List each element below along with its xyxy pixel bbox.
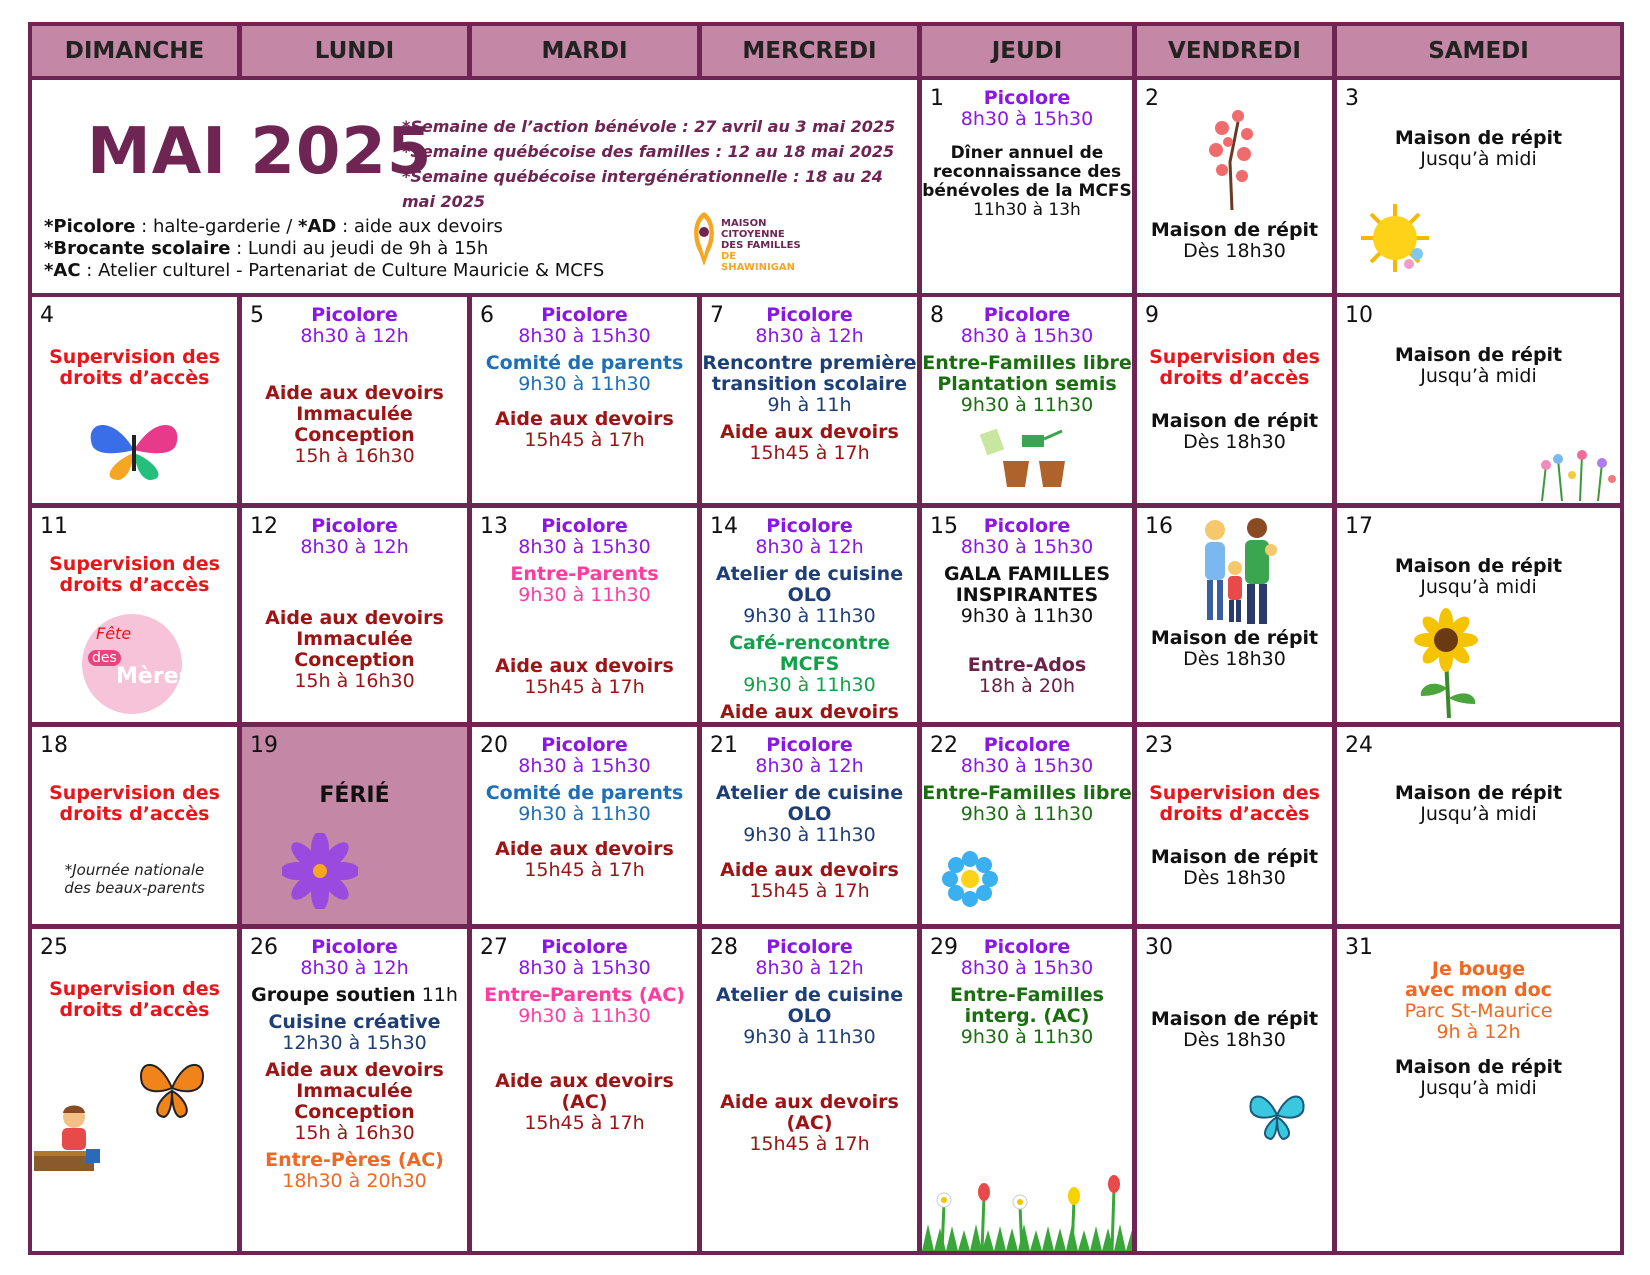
day-cell-25: 25 Supervision des droits d’accès: [32, 929, 237, 1251]
header-sunday: DIMANCHE: [32, 26, 237, 76]
day-cell-29: 29 Picolore 8h30 à 15h30 Entre-Familles interg. (AC) 9h30 à 11h30: [922, 929, 1132, 1251]
header-wednesday: MERCREDI: [702, 26, 917, 76]
day-number: 4: [40, 303, 54, 328]
day-cell-17: 17 Maison de répit Jusqu’à midi: [1337, 508, 1620, 722]
day-cell-22: 22 Picolore 8h30 à 15h30 Entre-Familles libre 9h30 à 11h30: [922, 727, 1132, 924]
header-saturday: SAMEDI: [1337, 26, 1620, 76]
day-number: 27: [480, 935, 508, 960]
header-tuesday: MARDI: [472, 26, 697, 76]
day-number: 25: [40, 935, 68, 960]
day-number: 18: [40, 733, 68, 758]
day-number: 14: [710, 514, 738, 539]
day-number: 9: [1145, 303, 1159, 328]
day-number: 24: [1345, 733, 1373, 758]
week-note: *Semaine de l’action bénévole : 27 avril au 3 mai 2025: [402, 117, 896, 136]
day-cell-16: 16 Maison de répit Dès 18h30: [1137, 508, 1332, 722]
day-number: 10: [1345, 303, 1373, 328]
legend-line: *Picolore : halte-garderie / *AD : aide aux devoirs: [44, 216, 503, 237]
child-gardening-icon: [34, 1103, 104, 1175]
day-cell-18: 18 Supervision des droits d’accès *Journée nationale des beaux-parents: [32, 727, 237, 924]
day-number: 3: [1345, 86, 1359, 111]
month-title: MAI 2025: [87, 115, 433, 189]
tulips-grass-icon: [922, 1174, 1132, 1251]
day-number: 26: [250, 935, 278, 960]
day-number: 15: [930, 514, 958, 539]
day-number: 30: [1145, 935, 1173, 960]
day-number: 2: [1145, 86, 1159, 111]
blue-flower-icon: [942, 851, 998, 907]
day-cell-13: 13 Picolore 8h30 à 15h30 Entre-Parents 9h30 à 11h30 Aide aux devoirs 15h45 à 17h: [472, 508, 697, 722]
day-number: 23: [1145, 733, 1173, 758]
legend: [44, 216, 604, 282]
blue-butterfly-icon: [1247, 1089, 1307, 1141]
day-number: 12: [250, 514, 278, 539]
day-cell-5: 5 Picolore 8h30 à 12h Aide aux devoirs Immaculée Conception 15h à 16h30: [242, 297, 467, 503]
day-cell-31: 31 Je bouge avec mon doc Parc St-Maurice 9h à 12h Maison de répit Jusqu’à midi: [1337, 929, 1620, 1251]
day-cell-21: 21 Picolore 8h30 à 12h Atelier de cuisine OLO 9h30 à 11h30 Aide aux devoirs 15h45 à 17h: [702, 727, 917, 924]
day-cell-28: 28 Picolore 8h30 à 12h Atelier de cuisine OLO 9h30 à 11h30 Aide aux devoirs (AC) 15h45 à 17h: [702, 929, 917, 1251]
day-number: 28: [710, 935, 738, 960]
calendar-grid: [28, 22, 1624, 1255]
day-number: 19: [250, 733, 278, 758]
day-number: 16: [1145, 514, 1173, 539]
day-number: 1: [930, 86, 944, 111]
day-cell-26: 26 Picolore 8h30 à 12h Groupe soutien 11h Cuisine créative 12h30 à 15h30 Aide aux devoirs Immaculée Conception 15h à 16h30 Entre-Pères (AC) 18h30 à 20h30: [242, 929, 467, 1251]
day-number: 22: [930, 733, 958, 758]
butterfly-icon: [84, 415, 184, 485]
special-weeks: [402, 114, 917, 214]
wildflowers-icon: [1532, 445, 1618, 501]
day-cell-3: 3 Maison de répit Jusqu’à midi: [1337, 80, 1620, 293]
day-cell-4: 4 Supervision des droits d’accès: [32, 297, 237, 503]
day-cell-12: 12 Picolore 8h30 à 12h Aide aux devoirs Immaculée Conception 15h à 16h30: [242, 508, 467, 722]
day-number: 31: [1345, 935, 1373, 960]
header-thursday: JEUDI: [922, 26, 1132, 76]
day-number: 20: [480, 733, 508, 758]
day-cell-19: 19 FÉRIÉ: [242, 727, 467, 924]
mothers-day-badge: Fête des Mères: [82, 614, 182, 714]
family-icon: [1185, 516, 1285, 626]
week-note: *Semaine québécoise intergénérationnelle : 18 au 24 mai 2025: [402, 167, 883, 211]
day-cell-11: 11 Supervision des droits d’accès Fête des Mères: [32, 508, 237, 722]
header-friday: VENDREDI: [1137, 26, 1332, 76]
legend-line: *Brocante scolaire : Lundi au jeudi de 9h à 15h: [44, 238, 489, 259]
day-number: 21: [710, 733, 738, 758]
day-cell-6: 6 Picolore 8h30 à 15h30 Comité de parents 9h30 à 11h30 Aide aux devoirs 15h45 à 17h: [472, 297, 697, 503]
header-monday: LUNDI: [242, 26, 467, 76]
legend-line: *AC : Atelier culturel - Partenariat de Culture Mauricie & MCFS: [44, 260, 605, 281]
day-cell-9: 9 Supervision des droits d’accès Maison de répit Dès 18h30: [1137, 297, 1332, 503]
seed-planting-icon: [977, 425, 1077, 489]
month-header-panel: [32, 80, 917, 293]
day-cell-27: 27 Picolore 8h30 à 15h30 Entre-Parents (AC) 9h30 à 11h30 Aide aux devoirs (AC) 15h45 à 17h: [472, 929, 697, 1251]
week-note: *Semaine québécoise des familles : 12 au 18 mai 2025: [402, 142, 895, 161]
day-cell-1: 1 Picolore 8h30 à 15h30 Dîner annuel de reconnaissance des bénévoles de la MCFS 11h30 à 13h: [922, 80, 1132, 293]
day-cell-8: 8 Picolore 8h30 à 15h30 Entre-Familles libre Plantation semis 9h30 à 11h30: [922, 297, 1132, 503]
day-number: 11: [40, 514, 68, 539]
day-number: 29: [930, 935, 958, 960]
monarch-butterfly-icon: [136, 1053, 208, 1123]
day-cell-7: 7 Picolore 8h30 à 12h Rencontre première transition scolaire 9h à 11h Aide aux devoirs 15h45 à 17h: [702, 297, 917, 503]
day-cell-23: 23 Supervision des droits d’accès Maison de répit Dès 18h30: [1137, 727, 1332, 924]
day-cell-30: 30 Maison de répit Dès 18h30: [1137, 929, 1332, 1251]
day-cell-14: 14 Picolore 8h30 à 12h Atelier de cuisine OLO 9h30 à 11h30 Café-rencontre MCFS 9h30 à 11h30 Aide aux devoirs: [702, 508, 917, 722]
day-number: 13: [480, 514, 508, 539]
mcfs-logo: MAISON CITOYENNE DES FAMILLES DE SHAWINIGAN: [689, 208, 809, 274]
sun-icon: [1359, 202, 1431, 274]
day-number: 17: [1345, 514, 1373, 539]
day-cell-15: 15 Picolore 8h30 à 15h30 GALA FAMILLES INSPIRANTES 9h30 à 11h30 Entre-Ados 18h à 20h: [922, 508, 1132, 722]
day-cell-24: 24 Maison de répit Jusqu’à midi: [1337, 727, 1620, 924]
day-cell-2: 2 Maison de répit Dès 18h30: [1137, 80, 1332, 293]
purple-flower-icon: [282, 833, 358, 909]
day-cell-10: 10 Maison de répit Jusqu’à midi: [1337, 297, 1620, 503]
cherry-blossom-icon: [1192, 102, 1262, 212]
day-number: 6: [480, 303, 494, 328]
sunflower-icon: [1401, 608, 1491, 718]
day-number: 5: [250, 303, 264, 328]
day-cell-20: 20 Picolore 8h30 à 15h30 Comité de parents 9h30 à 11h30 Aide aux devoirs 15h45 à 17h: [472, 727, 697, 924]
day-number: 7: [710, 303, 724, 328]
day-number: 8: [930, 303, 944, 328]
